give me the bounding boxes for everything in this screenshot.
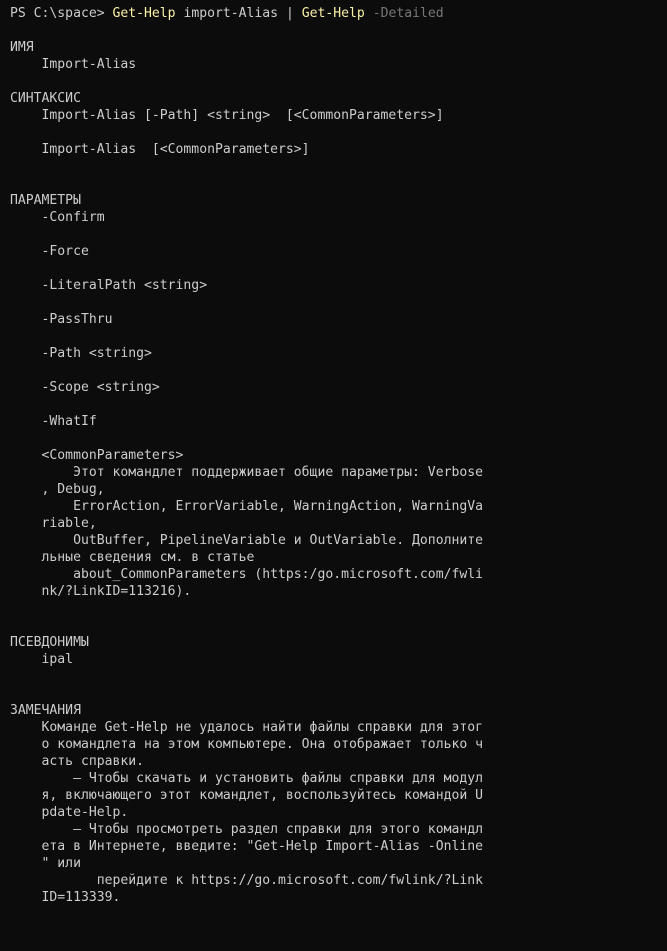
output-line: Import-Alias [10, 57, 137, 72]
output-line: Import-Alias [-Path] <string> [<CommonParameters>] [10, 108, 444, 123]
output-line: о командлета на этом компьютере. Она отображает только ч [10, 737, 483, 752]
prompt-line [10, 5, 660, 22]
output-line: -WhatIf [10, 414, 97, 429]
output-line: -Scope <string> [10, 380, 160, 395]
output-line [10, 362, 660, 379]
output-line [10, 600, 660, 617]
output-line: перейдите к https://go.microsoft.com/fwlink/?Link [10, 873, 483, 888]
output-line: асть справки. [10, 754, 145, 769]
output-line: СИНТАКСИС [10, 91, 81, 106]
output-line: Этот командлет поддерживает общие параметры: Verbose [10, 465, 483, 480]
output-line [10, 124, 660, 141]
output-line: я, включающего этот командлет, воспользуйтесь командой U [10, 788, 483, 803]
output-line: , Debug, [10, 482, 105, 497]
output-line [10, 668, 660, 685]
output-line: -LiteralPath <string> [10, 278, 208, 293]
output-line [10, 294, 660, 311]
output-line: " или [10, 856, 81, 871]
output-line: nk/?LinkID=113216). [10, 584, 192, 599]
output-line: ПАРАМЕТРЫ [10, 193, 81, 208]
output-line [10, 175, 660, 192]
output-line: <CommonParameters> [10, 448, 184, 463]
output-line [10, 430, 660, 447]
output-line: ПСЕВДОНИМЫ [10, 635, 89, 650]
output-line: ЗАМЕЧАНИЯ [10, 703, 81, 718]
output-line: Команде Get-Help не удалось найти файлы справки для этог [10, 720, 483, 735]
terminal-output [10, 5, 660, 906]
output-line: ИМЯ [10, 40, 34, 55]
output-line [10, 73, 660, 90]
output-line [10, 260, 660, 277]
output-line [10, 158, 660, 175]
output-line: about_CommonParameters (https:/go.microsoft.com/fwli [10, 567, 483, 582]
output-line: -Confirm [10, 210, 105, 225]
output-line: -PassThru [10, 312, 113, 327]
pipe-operator: | [285, 6, 302, 21]
output-line: льные сведения см. в статье [10, 550, 255, 565]
output-line: — Чтобы просмотреть раздел справки для этого командл [10, 822, 483, 837]
output-line: ipal [10, 652, 74, 667]
output-line [10, 226, 660, 243]
output-line [10, 685, 660, 702]
output-line: ID=113339. [10, 890, 121, 905]
output-line: ета в Интернете, введите: "Get-Help Import-Alias -Online [10, 839, 483, 854]
output-line: pdate-Help. [10, 805, 129, 820]
command-parameter: -Detailed [372, 6, 444, 21]
output-line [10, 396, 660, 413]
command-space [365, 6, 373, 21]
output-line: -Force [10, 244, 89, 259]
output-line: riable, [10, 516, 97, 531]
command-get-help-2: Get-Help [301, 6, 365, 21]
output-line: OutBuffer, PipelineVariable и OutVariable. Дополните [10, 533, 483, 548]
help-output [10, 22, 660, 906]
output-line: -Path <string> [10, 346, 152, 361]
output-line [10, 617, 660, 634]
output-line [10, 22, 660, 39]
output-line: ErrorAction, ErrorVariable, WarningAction, WarningVa [10, 499, 483, 514]
prompt-text: PS C:\space> [10, 6, 113, 21]
output-line [10, 328, 660, 345]
output-line: — Чтобы скачать и установить файлы справки для модул [10, 771, 483, 786]
output-line: Import-Alias [<CommonParameters>] [10, 142, 310, 157]
command-get-help: Get-Help [112, 6, 176, 21]
command-argument: import-Alias [175, 6, 286, 21]
